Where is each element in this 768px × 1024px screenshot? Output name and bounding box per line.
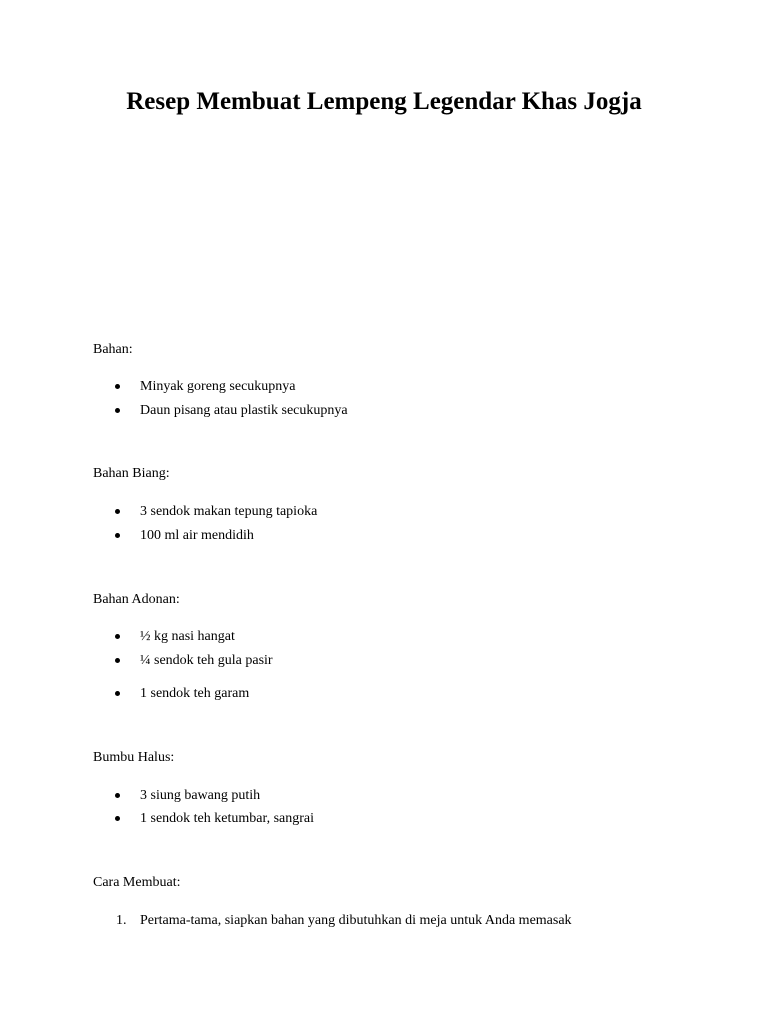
step-text: Pertama-tama, siapkan bahan yang dibutuhkan di meja untuk Anda memasak <box>140 913 572 928</box>
section-heading-cara-membuat: Cara Membuat: <box>93 875 181 890</box>
document-title: Resep Membuat Lempeng Legendar Khas Jogja <box>126 88 642 115</box>
section-heading-bumbu-halus: Bumbu Halus: <box>93 750 175 765</box>
bullet-icon <box>115 793 120 798</box>
list-item-text: 3 siung bawang putih <box>140 788 261 803</box>
bullet-icon <box>115 509 120 514</box>
section-heading-bahan-adonan: Bahan Adonan: <box>93 592 180 607</box>
bullet-icon <box>115 634 120 639</box>
list-item-text: Daun pisang atau plastik secukupnya <box>140 403 348 418</box>
bullet-icon <box>115 384 120 389</box>
list-item-text: 1 sendok teh garam <box>140 686 250 701</box>
section-heading-bahan: Bahan: <box>93 342 133 357</box>
section-heading-bahan-biang: Bahan Biang: <box>93 466 170 481</box>
bullet-icon <box>115 533 120 538</box>
list-item-text: 3 sendok makan tepung tapioka <box>140 504 318 519</box>
list-item-text: ¼ sendok teh gula pasir <box>140 653 273 668</box>
list-item-text: 100 ml air mendidih <box>140 528 254 543</box>
list-item-text: ½ kg nasi hangat <box>140 629 235 644</box>
list-item-text: 1 sendok teh ketumbar, sangrai <box>140 811 315 826</box>
bullet-icon <box>115 691 120 696</box>
list-item-text: Minyak goreng secukupnya <box>140 379 296 394</box>
step-number: 1. <box>116 913 127 928</box>
bullet-icon <box>115 658 120 663</box>
bullet-icon <box>115 408 120 413</box>
bullet-icon <box>115 816 120 821</box>
